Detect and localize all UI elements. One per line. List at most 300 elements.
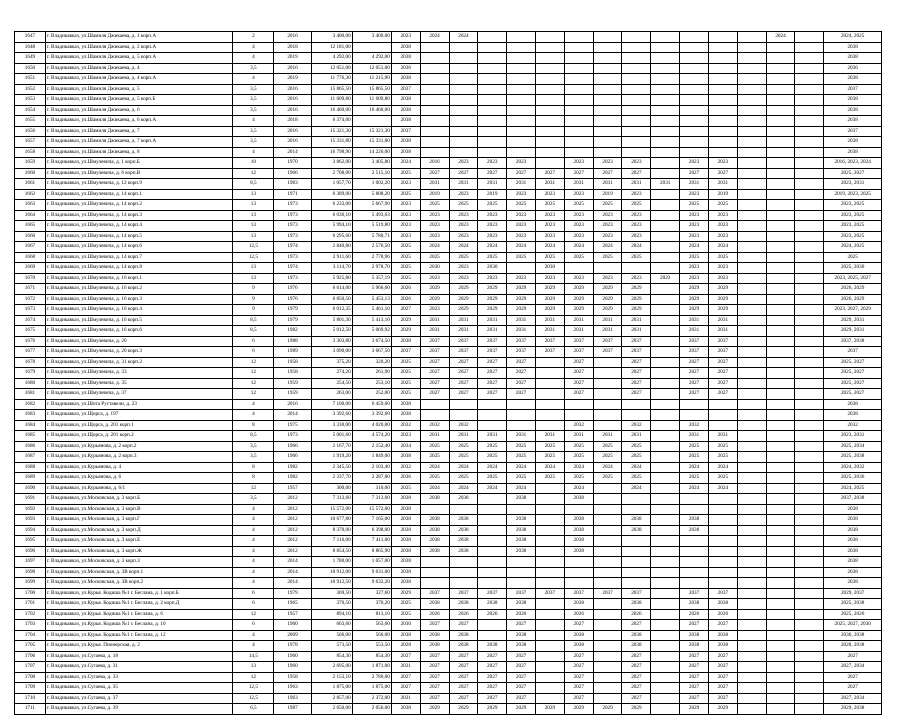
table-cell <box>795 326 824 337</box>
table-cell <box>795 210 824 221</box>
table-cell: 2024 <box>680 242 709 253</box>
table-cell: 2018 <box>274 42 311 53</box>
table-cell: 2038 <box>824 557 882 568</box>
table-cell: 2038 <box>564 630 593 641</box>
table-row <box>15 189 882 200</box>
table-cell <box>737 189 766 200</box>
table-cell: 2027 <box>420 651 449 662</box>
address-cell: г. Владикавказ, ул.Шмулевича, д. 6 корп.В <box>45 168 232 179</box>
table-cell: 2029 <box>680 294 709 305</box>
table-cell <box>535 137 564 148</box>
table-cell: 2038 <box>478 641 507 652</box>
table-cell <box>651 105 680 116</box>
table-cell <box>795 462 824 473</box>
address-cell: г. Владикавказ, ул.Щорса, д. 201 корп.1 <box>45 420 232 431</box>
table-cell: 1957 <box>274 609 311 620</box>
table-cell: 1979 <box>274 305 311 316</box>
table-cell <box>449 84 478 95</box>
table-cell <box>651 557 680 568</box>
table-cell <box>535 74 564 85</box>
table-cell <box>766 305 795 316</box>
table-cell: 2018 <box>274 116 311 127</box>
table-cell: 2038 <box>449 525 478 536</box>
table-cell <box>420 116 449 127</box>
address-cell: г. Владикавказ, ул.Шамиля Джикаева, д. 7 <box>45 126 232 137</box>
table-cell: 3,5 <box>233 63 274 74</box>
address-cell: г. Владикавказ, ул.Московская, д. 3 корп.Д <box>45 525 232 536</box>
table-cell <box>593 630 622 641</box>
table-cell <box>708 63 737 74</box>
table-cell: 2038 <box>449 515 478 526</box>
table-cell: 2 778,96 <box>352 252 391 263</box>
table-cell <box>535 620 564 631</box>
table-cell: 2023 <box>622 221 651 232</box>
table-cell <box>420 567 449 578</box>
table-cell <box>795 179 824 190</box>
table-cell: 2025 <box>449 441 478 452</box>
table-cell <box>708 494 737 505</box>
table-cell <box>737 336 766 347</box>
table-cell: 2031 <box>593 326 622 337</box>
table-cell: 12,5 <box>233 242 274 253</box>
table-cell <box>795 252 824 263</box>
table-cell <box>737 326 766 337</box>
table-cell: 2037 <box>824 84 882 95</box>
table-cell <box>651 347 680 358</box>
table-cell <box>420 410 449 421</box>
table-cell: 2038 <box>507 641 536 652</box>
table-cell: 13 <box>233 662 274 673</box>
table-cell: 13 <box>233 263 274 274</box>
table-cell: 2025 <box>593 200 622 211</box>
table-cell <box>478 525 507 536</box>
table-cell <box>593 389 622 400</box>
table-cell <box>593 147 622 158</box>
table-cell: 2016 <box>274 32 311 43</box>
table-cell: 2023 <box>391 210 420 221</box>
table-cell <box>795 399 824 410</box>
table-cell <box>737 420 766 431</box>
table-cell <box>766 431 795 442</box>
table-cell: 2038 <box>391 515 420 526</box>
table-cell <box>766 494 795 505</box>
table-cell: 2027 <box>478 672 507 683</box>
table-cell: 8 <box>233 462 274 473</box>
table-cell: 2025 <box>535 441 564 452</box>
table-cell <box>593 525 622 536</box>
table-cell: 1957 <box>274 483 311 494</box>
table-cell <box>766 252 795 263</box>
table-cell <box>564 32 593 43</box>
table-cell: 2027 <box>391 683 420 694</box>
table-cell: 2037 <box>507 347 536 358</box>
table-cell: 2014 <box>274 567 311 578</box>
table-cell <box>795 641 824 652</box>
table-cell <box>449 74 478 85</box>
table-cell <box>449 504 478 515</box>
table-cell <box>651 326 680 337</box>
table-cell: 2027 <box>449 168 478 179</box>
table-cell <box>737 200 766 211</box>
table-cell: 2027 <box>622 693 651 704</box>
address-cell: г. Владикавказ, ул.Московская, д. 3 корп.Ж <box>45 546 232 557</box>
table-row <box>15 158 882 169</box>
table-cell <box>795 704 824 715</box>
table-cell: 2024, 2025 <box>824 242 882 253</box>
address-cell: г. Владикавказ, ул.Шамиля Джикаева, д. 4 <box>45 63 232 74</box>
table-cell: 2038 <box>564 536 593 547</box>
table-cell: 2029 <box>535 294 564 305</box>
table-cell <box>564 74 593 85</box>
table-cell: 2023 <box>680 263 709 274</box>
table-cell: 2038 <box>391 578 420 589</box>
table-cell: 2025 <box>593 473 622 484</box>
table-cell: 2026 <box>680 609 709 620</box>
table-cell: 11 215,90 <box>352 74 391 85</box>
address-cell: г. Владикавказ, ул.Шмулевича, д. 16 корп.5 <box>45 315 232 326</box>
table-cell: 2025 <box>564 252 593 263</box>
table-cell: 3 400,00 <box>352 32 391 43</box>
table-row <box>15 63 882 74</box>
table-cell: 2038 <box>622 599 651 610</box>
table-cell: 2 780,00 <box>352 672 391 683</box>
table-cell: 274,20 <box>311 368 352 379</box>
table-cell <box>766 620 795 631</box>
table-cell: 2027 <box>478 662 507 673</box>
table-cell: 2019 <box>274 74 311 85</box>
table-cell: 15 572,00 <box>352 504 391 515</box>
table-cell: 2026 <box>564 609 593 620</box>
table-row <box>15 599 882 610</box>
table-cell <box>593 116 622 127</box>
table-cell: 4 <box>233 74 274 85</box>
table-cell: 2012 <box>274 546 311 557</box>
table-cell <box>651 641 680 652</box>
table-cell: 2025 <box>391 252 420 263</box>
table-cell: 2027 <box>622 389 651 400</box>
table-cell <box>651 683 680 694</box>
table-cell: 2029 <box>507 305 536 316</box>
table-cell: 5 001,60 <box>311 431 352 442</box>
table-cell: 2029, 2031 <box>824 326 882 337</box>
table-cell <box>478 399 507 410</box>
table-cell: 5 519,80 <box>352 221 391 232</box>
address-cell: г. Владикавказ, ул.Шамиля Джикаева, д. 6 <box>45 105 232 116</box>
table-cell: 2031 <box>622 431 651 442</box>
table-cell: 5 808,20 <box>352 189 391 200</box>
table-cell: 6 <box>233 347 274 358</box>
table-cell <box>680 494 709 505</box>
table-row <box>15 105 882 116</box>
table-cell: 2023 <box>593 221 622 232</box>
table-cell: 2025 <box>478 200 507 211</box>
table-cell: 2038 <box>622 630 651 641</box>
table-cell: 2023 <box>680 189 709 200</box>
table-cell: 2027 <box>420 368 449 379</box>
table-cell: 2027 <box>564 378 593 389</box>
table-cell: 2027 <box>680 683 709 694</box>
table-cell: 2038 <box>824 42 882 53</box>
table-cell: 4 292,00 <box>311 53 352 64</box>
address-cell: г. Владикавказ, ул.Шамиля Джикаева, д. 1 корп.А <box>45 32 232 43</box>
table-cell <box>651 284 680 295</box>
table-cell: 2031 <box>680 326 709 337</box>
address-cell: г. Владикавказ, ул.Московская, д. 3В корп.1 <box>45 567 232 578</box>
table-row <box>15 483 882 494</box>
table-cell: 2016, 2023, 2024 <box>824 158 882 169</box>
table-row <box>15 704 882 715</box>
table-cell: 2038 <box>824 567 882 578</box>
table-row <box>15 515 882 526</box>
table-cell: 1973 <box>274 273 311 284</box>
table-cell: 2027 <box>420 672 449 683</box>
table-cell <box>593 578 622 589</box>
table-row <box>15 74 882 85</box>
table-cell <box>564 578 593 589</box>
table-cell: 2025 <box>680 452 709 463</box>
table-cell: 13 <box>233 189 274 200</box>
table-cell: 2027 <box>680 693 709 704</box>
table-cell <box>651 599 680 610</box>
table-cell <box>622 147 651 158</box>
table-cell: 9 631,00 <box>352 567 391 578</box>
table-cell: 10 912,50 <box>311 578 352 589</box>
table-cell <box>737 536 766 547</box>
table-cell <box>651 84 680 95</box>
table-cell <box>766 95 795 106</box>
table-cell: 2027 <box>622 683 651 694</box>
table-cell: 2023, 2025 <box>824 231 882 242</box>
row-number-cell: 1691 <box>15 494 46 505</box>
table-cell <box>622 84 651 95</box>
table-cell: 2023 <box>708 158 737 169</box>
table-cell: 1966 <box>274 441 311 452</box>
table-cell: 4 <box>233 536 274 547</box>
table-cell: 2023, 2027, 2029 <box>824 305 882 316</box>
table-cell <box>737 95 766 106</box>
table-cell <box>622 263 651 274</box>
table-cell <box>795 693 824 704</box>
table-cell: 12 <box>233 357 274 368</box>
table-cell: 2038 <box>824 147 882 158</box>
table-cell: 2023 <box>680 273 709 284</box>
table-cell: 2027 <box>449 651 478 662</box>
table-cell <box>795 651 824 662</box>
table-row <box>15 578 882 589</box>
table-cell <box>766 147 795 158</box>
table-cell: 2 345,50 <box>311 462 352 473</box>
table-cell: 2027 <box>507 693 536 704</box>
table-cell: 2037 <box>824 126 882 137</box>
table-cell <box>622 546 651 557</box>
table-cell: 2038 <box>391 137 420 148</box>
table-cell <box>478 420 507 431</box>
table-row <box>15 588 882 599</box>
table-cell: 2024 <box>507 483 536 494</box>
table-cell <box>737 368 766 379</box>
table-cell <box>478 32 507 43</box>
table-cell: 2037 <box>680 347 709 358</box>
table-cell: 300,00 <box>311 483 352 494</box>
table-cell: 2038 <box>420 536 449 547</box>
table-row <box>15 252 882 263</box>
table-row <box>15 557 882 568</box>
table-cell <box>737 315 766 326</box>
table-cell <box>651 441 680 452</box>
table-cell <box>593 263 622 274</box>
table-cell: 2025, 2027 <box>824 368 882 379</box>
table-cell: 2031 <box>622 315 651 326</box>
table-cell: 2024 <box>622 462 651 473</box>
table-row <box>15 389 882 400</box>
table-cell: 2027 <box>564 651 593 662</box>
table-cell: 2024 <box>449 483 478 494</box>
table-cell: 2031 <box>420 326 449 337</box>
table-cell: 2037 <box>449 336 478 347</box>
table-cell: 2029 <box>708 305 737 316</box>
table-cell <box>766 557 795 568</box>
table-cell <box>593 620 622 631</box>
table-cell: 4 <box>233 116 274 127</box>
table-cell: 13 <box>233 200 274 211</box>
table-cell <box>737 179 766 190</box>
table-row <box>15 263 882 274</box>
table-cell: 15 572,00 <box>311 504 352 515</box>
table-cell <box>766 221 795 232</box>
table-cell <box>622 399 651 410</box>
table-cell: 7 313,60 <box>352 494 391 505</box>
table-cell <box>795 378 824 389</box>
row-number-cell: 1703 <box>15 620 46 631</box>
table-cell: 9 <box>233 305 274 316</box>
table-cell: 1979 <box>274 588 311 599</box>
table-cell <box>507 74 536 85</box>
table-cell <box>708 105 737 116</box>
table-cell: 2027 <box>824 651 882 662</box>
table-cell: 2038 <box>507 536 536 547</box>
table-cell <box>737 378 766 389</box>
row-number-cell: 1658 <box>15 147 46 158</box>
table-cell: 2023 <box>449 158 478 169</box>
table-cell: 2038 <box>824 525 882 536</box>
table-cell <box>535 630 564 641</box>
table-cell: 13 <box>233 210 274 221</box>
table-cell <box>420 42 449 53</box>
table-cell <box>708 567 737 578</box>
table-cell <box>420 578 449 589</box>
table-cell: 2027 <box>564 672 593 683</box>
table-cell: 1 871,00 <box>352 662 391 673</box>
table-cell: 10 <box>233 158 274 169</box>
table-cell <box>795 599 824 610</box>
row-number-cell: 1681 <box>15 389 46 400</box>
table-cell: 2037 <box>535 347 564 358</box>
table-cell <box>449 95 478 106</box>
table-cell: 2023 <box>564 221 593 232</box>
spreadsheet-page <box>14 31 882 715</box>
table-cell: 4 <box>233 147 274 158</box>
row-number-cell: 1647 <box>15 32 46 43</box>
table-cell: 2037 <box>708 336 737 347</box>
table-cell: 2027 <box>478 368 507 379</box>
table-cell <box>651 389 680 400</box>
table-cell <box>766 116 795 127</box>
table-cell: 2027 <box>420 357 449 368</box>
table-cell: 2024 <box>766 32 795 43</box>
table-cell: 3,5 <box>233 95 274 106</box>
table-cell <box>478 410 507 421</box>
table-cell <box>795 578 824 589</box>
table-cell: 5 493,63 <box>352 210 391 221</box>
table-cell: 2038 <box>449 536 478 547</box>
table-cell <box>651 410 680 421</box>
table-cell <box>535 651 564 662</box>
table-cell: 2027 <box>708 389 737 400</box>
table-cell <box>593 126 622 137</box>
table-row <box>15 168 882 179</box>
table-cell: 2012 <box>274 536 311 547</box>
table-cell: 563,60 <box>352 620 391 631</box>
table-cell <box>593 105 622 116</box>
table-cell: 12 <box>233 168 274 179</box>
table-row <box>15 567 882 578</box>
table-cell <box>564 84 593 95</box>
table-cell <box>651 473 680 484</box>
table-row <box>15 273 882 284</box>
table-cell: 2036 <box>391 473 420 484</box>
table-cell: 2031 <box>564 431 593 442</box>
table-row <box>15 32 882 43</box>
table-row <box>15 672 882 683</box>
table-cell <box>564 137 593 148</box>
table-cell: 1963 <box>274 693 311 704</box>
table-cell: 2038 <box>680 599 709 610</box>
table-cell <box>708 515 737 526</box>
table-cell <box>737 147 766 158</box>
table-cell: 1958 <box>274 357 311 368</box>
table-cell: 2023 <box>622 210 651 221</box>
table-row <box>15 473 882 484</box>
table-cell <box>766 483 795 494</box>
table-cell <box>651 42 680 53</box>
table-cell: 2036, 2038 <box>824 630 882 641</box>
table-cell: 2031 <box>507 326 536 337</box>
table-cell: 2027 <box>449 368 478 379</box>
table-cell: 2023 <box>507 158 536 169</box>
table-cell: 2038 <box>824 116 882 127</box>
table-cell <box>564 63 593 74</box>
table-cell: 2027 <box>564 389 593 400</box>
table-cell: 12 <box>233 378 274 389</box>
table-cell: 2029, 2038 <box>824 704 882 715</box>
table-cell <box>766 105 795 116</box>
table-cell: 12 <box>233 672 274 683</box>
table-cell <box>737 284 766 295</box>
table-cell: 4 <box>233 53 274 64</box>
address-cell: г. Владикавказ, ул.Курья. Кодиша №1 г. Беслана, д. 12 <box>45 630 232 641</box>
table-cell: 4 <box>233 641 274 652</box>
table-cell: 2029 <box>507 284 536 295</box>
table-cell: 2023 <box>593 273 622 284</box>
table-cell: 2 056,00 <box>352 704 391 715</box>
table-cell: 14 226,00 <box>352 147 391 158</box>
table-cell: 2 337,70 <box>311 473 352 484</box>
table-cell: 2038 <box>391 95 420 106</box>
table-cell: 2023, 2025 <box>824 200 882 211</box>
table-cell: 12 <box>233 483 274 494</box>
table-cell: 2025 <box>420 452 449 463</box>
address-cell: г. Владикавказ, ул.Курья. Кодиша №1 г. Беслана, д. 2 корп.Д <box>45 599 232 610</box>
